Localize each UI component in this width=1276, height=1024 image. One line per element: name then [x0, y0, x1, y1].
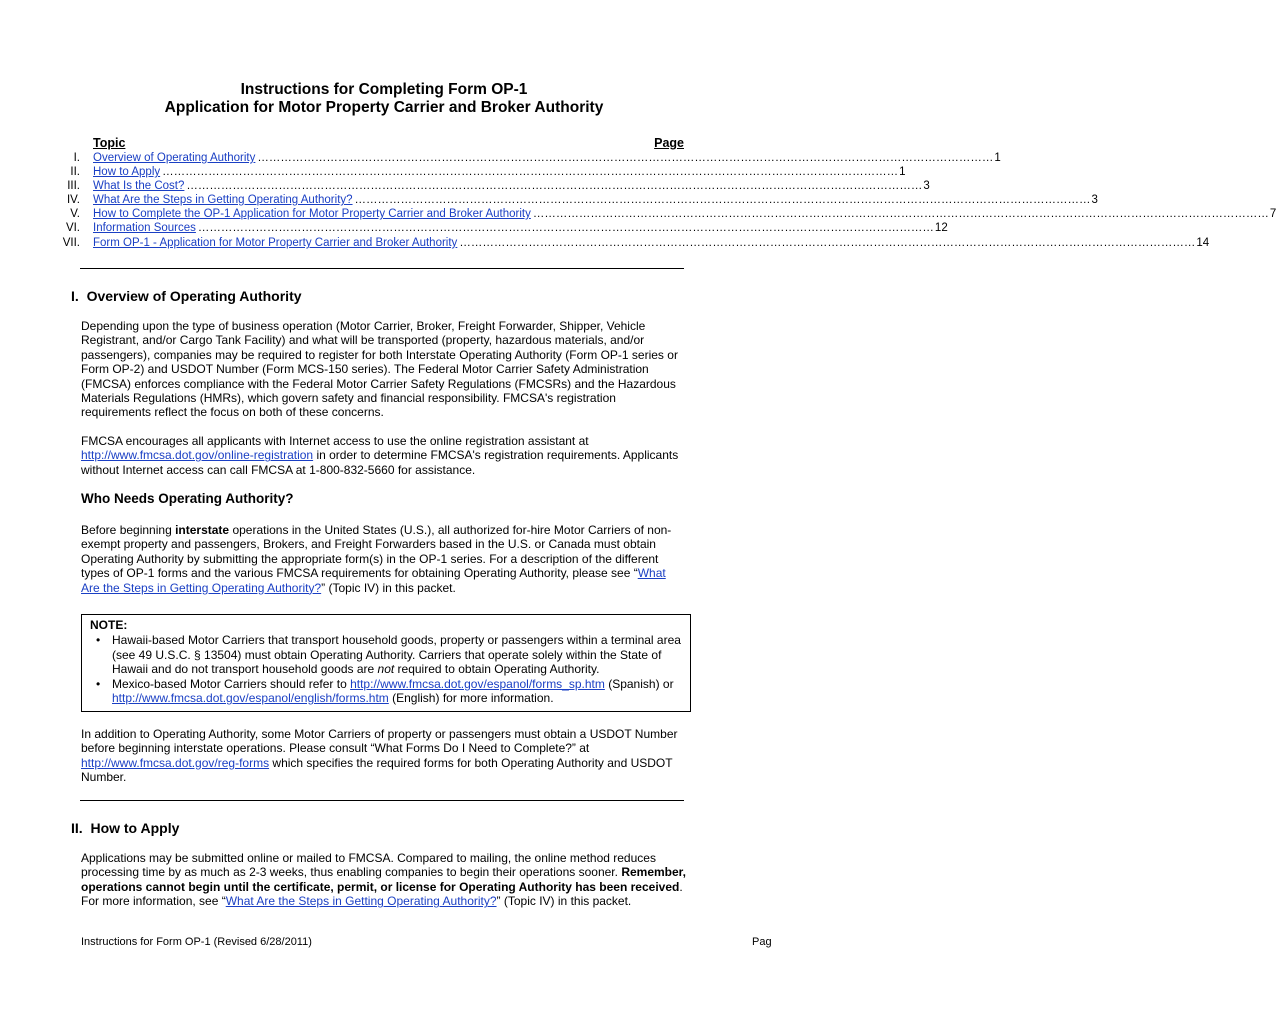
toc-row	[0, 207, 1276, 221]
toc-number: V.	[70, 208, 80, 220]
toc-page-header: Page	[654, 136, 684, 150]
toc-link[interactable]: How to Apply	[93, 166, 161, 178]
toc-link[interactable]: What Are the Steps in Getting Operating Authority?	[93, 194, 353, 206]
section-divider	[80, 268, 684, 269]
reg-forms-link[interactable]: http://www.fmcsa.dot.gov/reg-forms	[81, 755, 270, 770]
toc-number: VII.	[62, 237, 80, 249]
toc-link[interactable]: Overview of Operating Authority	[93, 152, 256, 164]
toc-leader: …………………………………………………………………………………………………………………………………………………………………………	[532, 208, 1269, 220]
toc-leader: …………………………………………………………………………………………………………………………………………………………………………	[162, 166, 899, 178]
toc-leader: …………………………………………………………………………………………………………………………………………………………………………	[186, 180, 923, 192]
footer-page-label: Pag	[752, 936, 772, 948]
section-title: How to Apply	[90, 820, 180, 836]
toc-leader: …………………………………………………………………………………………………………………………………………………………………………	[459, 237, 1196, 249]
paragraph: Depending upon the type of business operation (Motor Carrier, Broker, Freight Forwarder, Shipper, Vehicle Registrant, and/or Cargo Tank Facility) and what will be transported (property, hazardous materials, and/or passengers), companies may be required to register for both Interstate Operating Authority (Form OP-1 series or Form OP-2) and USDOT Number (Form MCS-150 series). The Federal Motor Carrier Safety Administration (FMCSA) enforces compliance with the Federal Motor Carrier Safety Regulations (FMCSRs) and the Hazardous Materials Regulations (HMRs), which govern safety and financial responsibility. FMCSA's registration requirements reflect the focus on both of these concerns.	[81, 319, 678, 420]
section-heading	[71, 288, 302, 304]
english-forms-link[interactable]: http://www.fmcsa.dot.gov/espanol/english/forms.htm	[112, 691, 389, 706]
toc-page-number: 3	[923, 180, 930, 192]
toc-link[interactable]: What Is the Cost?	[93, 180, 185, 192]
note-bullet: • Hawaii-based Motor Carriers that transport household goods, property or passengers within a terminal area (see 49 U.S.C. § 13504) must obtain Operating Authority. Carriers that operate solely within the State of Hawaii and do not transport household goods are not required to obtain Operating Authority.	[112, 633, 684, 676]
toc-page-number: 14	[1196, 237, 1210, 249]
toc-row	[0, 151, 1001, 165]
footer-text: Instructions for Form OP-1 (Revised 6/28/2011)	[81, 936, 312, 948]
toc-link[interactable]: Form OP-1 - Application for Motor Property Carrier and Broker Authority	[93, 237, 458, 249]
toc-page-number: 1	[994, 152, 1001, 164]
toc-number: IV.	[66, 194, 80, 206]
toc-page-number: 3	[1091, 194, 1098, 206]
toc-link[interactable]: Information Sources	[93, 222, 196, 234]
registration-link[interactable]: http://www.fmcsa.dot.gov/online-registration	[81, 448, 314, 463]
paragraph: FMCSA encourages all applicants with Internet access to use the online registration assistant at http://www.fmcsa.dot.gov/online-registration in order to determine FMCSA's registration requirements. Applicants without Internet access can call FMCSA at 1-800-832-5660 for assistance.	[81, 434, 679, 477]
section-number: I.	[71, 288, 79, 304]
document-title: Instructions for Completing Form OP-1	[240, 81, 528, 98]
toc-row	[0, 221, 948, 235]
toc-link[interactable]: How to Complete the OP-1 Application for Motor Property Carrier and Broker Authority	[93, 208, 531, 220]
toc-row	[0, 193, 1098, 207]
topic-iv-link[interactable]: What Are the Steps in Getting Operating Authority?	[81, 566, 666, 595]
toc-row	[0, 236, 1210, 250]
paragraph: In addition to Operating Authority, some Motor Carriers of property or passengers must obtain a USDOT Number before beginning interstate operations. Please consult “What Forms Do I Need to Complete?” at http://www.fmcsa.dot.gov/reg-forms which specifies the required forms for both Operating Authority and USDOT Number.	[81, 727, 678, 785]
paragraph: Before beginning interstate operations in the United States (U.S.), all authorized for-hire Motor Carriers of non-exempt property and passengers, Brokers, and Freight Forwarders based in the U.S. or Canada must obtain Operating Authority by submitting the appropriate form(s) in the OP-1 series. For a description of the different types of OP-1 forms and the various FMCSA requirements for obtaining Operating Authority, please see “What Are the Steps in Getting Operating Authority?” (Topic IV) in this packet.	[81, 523, 672, 595]
toc-row	[0, 165, 906, 179]
document-subtitle: Application for Motor Property Carrier and Broker Authority	[164, 99, 604, 116]
toc-header	[93, 136, 684, 150]
toc-page-number: 7	[1269, 208, 1276, 220]
topic-iv-link[interactable]: What Are the Steps in Getting Operating Authority?	[225, 894, 497, 909]
toc-number: VI.	[65, 222, 80, 234]
section-divider	[80, 800, 684, 801]
paragraph: Applications may be submitted online or mailed to FMCSA. Compared to mailing, the online method reduces processing time by as much as 2-3 weeks, thus enabling companies to begin their operations sooner. Remember, operations cannot begin until the certificate, permit, or license for Operating Authority has been received. For more information, see “What Are the Steps in Getting Operating Authority?” (Topic IV) in this packet.	[81, 851, 687, 909]
toc-number: III.	[67, 180, 80, 192]
toc-page-number: 12	[934, 222, 948, 234]
note-box	[81, 614, 691, 712]
toc-number: I.	[73, 152, 80, 164]
toc-leader: …………………………………………………………………………………………………………………………………………………………………………	[257, 152, 994, 164]
toc-page-number: 1	[899, 166, 906, 178]
toc-number: II.	[70, 166, 80, 178]
spanish-forms-link[interactable]: http://www.fmcsa.dot.gov/espanol/forms_sp.htm	[350, 676, 605, 691]
note-bullet: • Mexico-based Motor Carriers should refer to http://www.fmcsa.dot.gov/espanol/forms_sp.htm (Spanish) or http://www.fmcsa.dot.gov/espanol/english/forms.htm (English) for more information.	[112, 677, 684, 706]
note-label: NOTE:	[90, 618, 128, 632]
section-number: II.	[71, 820, 83, 836]
toc-leader: …………………………………………………………………………………………………………………………………………………………………………	[354, 194, 1091, 206]
section-title: Overview of Operating Authority	[86, 288, 302, 304]
toc-topic-header: Topic	[93, 136, 126, 150]
toc-leader: …………………………………………………………………………………………………………………………………………………………………………	[197, 222, 934, 234]
section-heading	[71, 820, 179, 836]
toc-row	[0, 179, 930, 193]
subsection-heading: Who Needs Operating Authority?	[81, 491, 294, 506]
